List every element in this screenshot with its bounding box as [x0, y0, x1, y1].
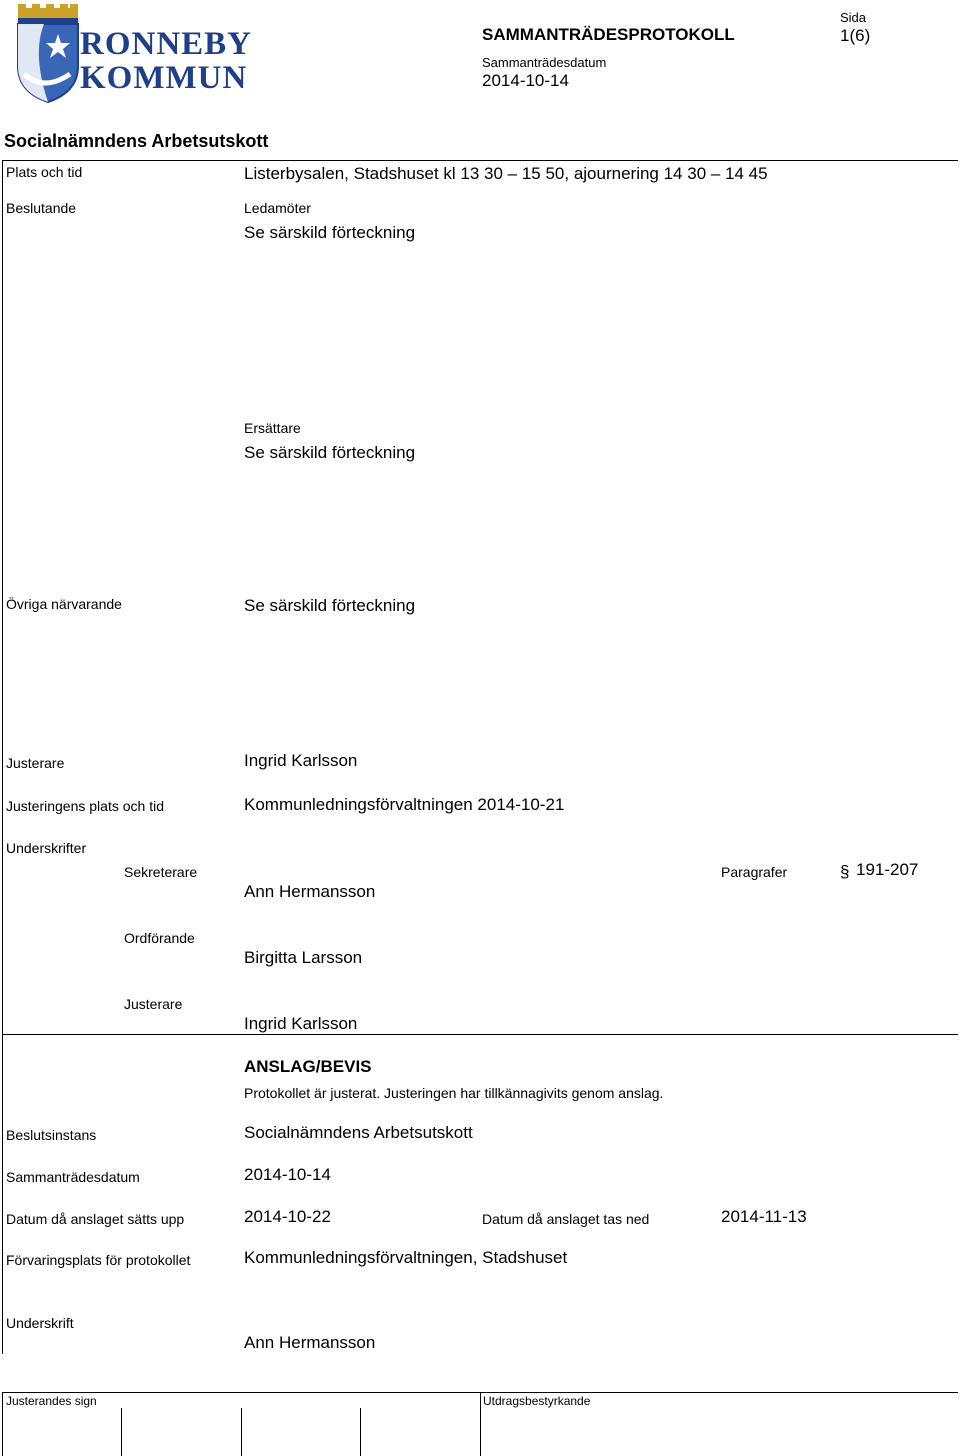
members-label: Ledamöter	[244, 200, 311, 216]
decision-body-value: Socialnämndens Arbetsutskott	[244, 1123, 473, 1142]
org-name-line1: RONNEBY	[80, 26, 253, 62]
substitutes-value: Se särskild förteckning	[244, 443, 416, 462]
table-top-border	[2, 160, 958, 161]
paragraph-symbol-icon: §	[840, 862, 850, 881]
paragraphs-label: Paragrafer	[721, 864, 788, 880]
footer-sign-box-divider-2	[241, 1408, 242, 1456]
adjustment-place-value: Kommunledningsförvaltningen 2014-10-21	[244, 795, 565, 814]
secretary-label: Sekreterare	[124, 864, 198, 880]
meeting-date-value: 2014-10-14	[244, 1165, 331, 1184]
signature-name: Ann Hermansson	[244, 1333, 376, 1352]
storage-value: Kommunledningsförvaltningen, Stadshuset	[244, 1248, 568, 1267]
footer-sign-box-divider-1	[121, 1408, 122, 1456]
members-value: Se särskild förteckning	[244, 223, 416, 242]
chair-label: Ordförande	[124, 930, 195, 946]
page-number: 1(6)	[840, 26, 871, 45]
signature-label: Underskrift	[6, 1315, 74, 1331]
header-date-value: 2014-10-14	[482, 71, 569, 90]
table-left-border	[2, 160, 3, 1354]
place-time-label: Plats och tid	[6, 164, 83, 180]
place-time-value: Listerbysalen, Stadshuset kl 13 30 – 15 50, ajournering 14 30 – 14 45	[244, 164, 768, 183]
removed-date-label: Datum då anslaget tas ned	[482, 1211, 650, 1227]
page-label: Sida	[840, 10, 867, 25]
storage-label: Förvaringsplats för protokollet	[6, 1252, 191, 1268]
document-type: SAMMANTRÄDESPROTOKOLL	[482, 25, 735, 44]
org-name-line2: KOMMUN	[80, 60, 248, 96]
notice-text: Protokollet är justerat. Justeringen har tillkännagivits genom anslag.	[244, 1085, 664, 1101]
extract-certification-label: Utdragsbestyrkande	[483, 1394, 591, 1408]
decision-makers-label: Beslutande	[6, 200, 77, 216]
header-date-label: Sammanträdesdatum	[482, 55, 607, 70]
chair-name: Birgitta Larsson	[244, 948, 363, 967]
posted-date-label: Datum då anslaget sätts upp	[6, 1211, 185, 1227]
adjusters-sign-label: Justerandes sign	[6, 1394, 97, 1408]
others-present-value: Se särskild förteckning	[244, 596, 416, 615]
signature-adjuster-label: Justerare	[124, 996, 183, 1012]
adjuster-value: Ingrid Karlsson	[244, 751, 358, 770]
footer-sign-box-divider-3	[360, 1408, 361, 1456]
adjuster-label: Justerare	[6, 755, 65, 771]
signatures-label: Underskrifter	[6, 840, 87, 856]
signature-adjuster-name: Ingrid Karlsson	[244, 1014, 358, 1033]
footer-sign-box-divider-4	[480, 1392, 481, 1456]
committee-title: Socialnämndens Arbetsutskott	[4, 131, 269, 151]
section-divider	[2, 1034, 958, 1035]
notice-title: ANSLAG/BEVIS	[244, 1057, 372, 1076]
posted-date-value: 2014-10-22	[244, 1207, 331, 1226]
secretary-name: Ann Hermansson	[244, 882, 376, 901]
paragraphs-value: 191-207	[856, 860, 919, 879]
substitutes-label: Ersättare	[244, 420, 301, 436]
decision-body-label: Beslutsinstans	[6, 1127, 97, 1143]
others-present-label: Övriga närvarande	[6, 596, 122, 612]
meeting-date-label: Sammanträdesdatum	[6, 1169, 140, 1185]
adjustment-place-label: Justeringens plats och tid	[6, 798, 164, 814]
removed-date-value: 2014-11-13	[721, 1207, 807, 1226]
footer-border-1	[2, 1392, 3, 1456]
